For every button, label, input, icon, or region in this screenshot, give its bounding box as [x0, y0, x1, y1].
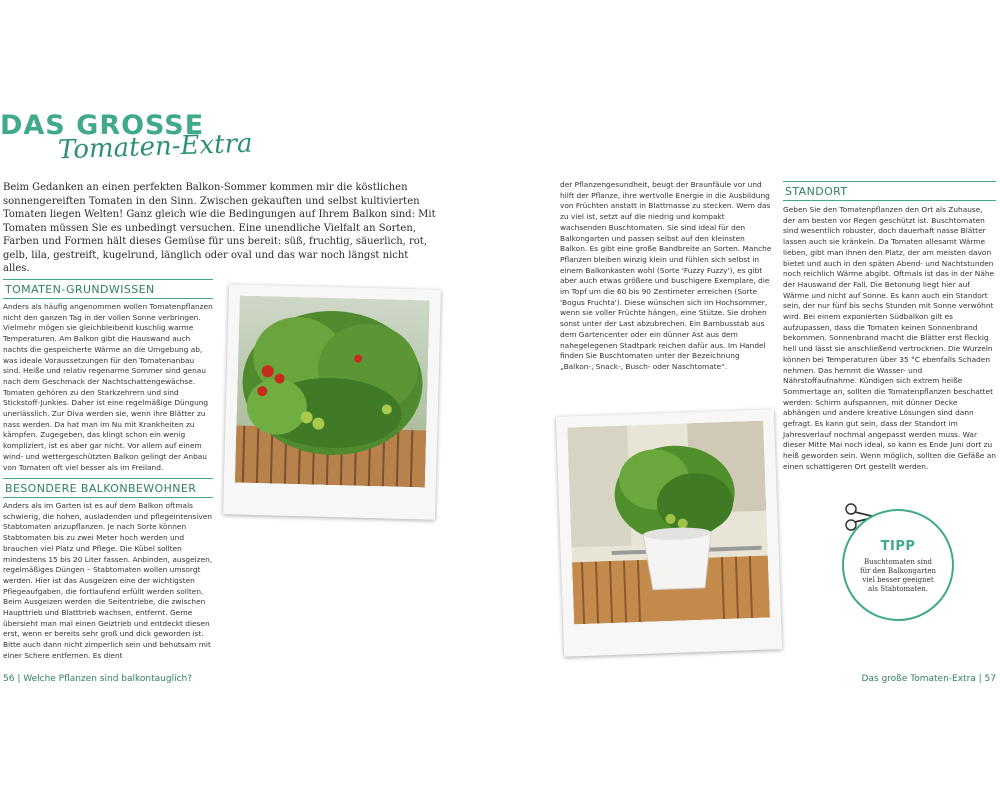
- bush-tomato-illustration: [567, 421, 770, 625]
- photo-image: [235, 296, 430, 488]
- page-title: DAS GROSSE: [0, 110, 205, 141]
- tipp-title: TIPP: [880, 539, 916, 554]
- section-heading-standort: STANDORT: [783, 181, 996, 201]
- footer-right: Das große Tomaten-Extra | 57: [861, 674, 996, 684]
- section-heading-grundwissen: TOMATEN-GRUNDWISSEN: [3, 279, 213, 299]
- tipp-text: Buschtomaten sind für den Balkongarten viel besser geeignet als Stabtomaten.: [859, 558, 936, 593]
- section-text-middle: der Pflanzengesundheit, beugt der Braunfäule vor und hilft der Pflanze, ihre wertvolle Energie in die Ausbildung von Früchten anstatt in Blattmasse zu stecken. Wem das zu viel ist, setzt auf die niedrig und kompakt wachsenden Buschtomaten. Sie sind ideal für den Balkongarten und passen selbst auf den kleinsten Balkon. Es gibt eine große Bandbreite an Sorten. Manche Pflanzen bleiben winzig klein und fühlen sich selbst in einem Balkonkasten wohl (Sorte 'Fuzzy Fuzzy'), es gibt aber auch etwas größere und buschigere Exemplare, die im Topf um die 60 bis 90 Zentimeter erreichen (Sorte 'Bogus Fruchta'). Diese wünschen sich im Hochsommer, wenn sie voller Früchte hängen, eine Stütze. Sie drohen sonst unter der Last abzubrechen. Ein Bambusstab aus dem Gartencenter oder ein dünner Ast aus dem nahegelegenen Stadtpark reichen dafür aus. Im Handel finden Sie Buschtomaten unter der Bezeichnung „Balkon-, Snack-, Busch- oder Naschtomate“.: [560, 180, 772, 371]
- tomato-plant-illustration: [235, 296, 430, 488]
- tipp-box: [842, 509, 954, 621]
- section-text-standort: Geben Sie den Tomatenpflanzen den Ort als Zuhause, der am besten vor Regen geschützt ist. Buschtomaten sind wesentlich robuster, doch dauerhaft nasse Blätter lassen auch sie kränkeln. Da Tomaten allesamt Wärme lieben, gibt man ihnen den Platz, der am meisten davon bietet und auch in den späten Abend- und Nachtstunden noch reichlich Wärme abgibt. Oftmals ist das in der Nähe der Hauswand der Fall. Die Betonung liegt hier auf Wärme und nicht auf Sonne. Es kann auch ein Standort sein, der nur fünf bis sechs Stunden mit Sonne verwöhnt wird. Bei einem exponierten Südbalkon gilt es aufzupassen, dass die Tomaten keinen Sonnenbrand bekommen. Sonnenbrand macht die Blätter erst fleckig hell und lässt sie anschließend vertrocknen. Die Wurzeln können bei Temperaturen über 35 °C ebenfalls Schaden nehmen. Das hemmt die Wasser- und Nährstoffaufnahme. Kündigen sich extrem heiße Sommertage an, sollten die Tomatenpflanzen beschattet werden: Schirm aufspannen, mit dünner Decke abhängen und andere kreative Lösungen sind dann gefragt. Es kann gut sein, dass der Standort im Jahresverlauf nochmal angepasst werden muss. War dieser Mitte Mai noch ideal, so kann es Ende Juni dort zu heiß geworden sein. Wenn möglich, sollten die Gefäße an einen schattigeren Ort gestellt werden.: [783, 205, 996, 471]
- photo-image: [567, 421, 770, 625]
- footer-left: 56 | Welche Pflanzen sind balkontauglich?: [3, 674, 192, 684]
- photo-tomato-plant-balcony: [223, 284, 441, 519]
- intro-paragraph: Beim Gedanken an einen perfekten Balkon-Sommer kommen mir die köstlichen sonnengereiften Tomaten in den Sinn. Zwischen gekauften und selbst kultivierten Tomaten liegen Welten! Ganz gleich wie die Bedingungen auf Ihrem Balkon sind: Mit Tomaten müssen Sie es unbedingt versuchen. Eine unendliche Vielfalt an Sorten, Farben und Formen hält dieses Gemüse für uns bereit: süß, fruchtig, säuerlich, rot, gelb, lila, gestreift, kugelrund, länglich oder oval und das war noch längst nicht alles.: [3, 182, 436, 274]
- section-heading-bewohner: BESONDERE BALKONBEWOHNER: [3, 478, 213, 498]
- page-subtitle-script: Tomaten-Extra: [57, 128, 253, 166]
- section-text-bewohner: Anders als im Garten ist es auf dem Balkon oftmals schwierig, die hohen, ausladenden und pflegeintensiven Stabtomaten anzupflanzen. Je nach Sorte können Stabtomaten bis zu zwei Meter hoch werden und brauchen viel Platz und Pflege. Die Kübel sollten mindestens 15 bis 20 Liter fassen. Anbinden, ausgeizen, regelmäßiges Düngen – Stabtomaten wollen umsorgt werden. Hier ist das Ausgeizen eine der wichtigsten Pflegeaufgaben, die fortlaufend erfüllt werden sollten. Beim Ausgeizen werden die Seitentriebe, die zwischen Haupttrieb und Blatttrieb wachsen, entfernt. Gerne übersieht man mal einen Geiztrieb und entdeckt diesen erst, wenn er bereits sehr groß und dick geworden ist. Bitte auch dann nicht zimperlich sein und behutsam mit einer Schere entfernen. Es dient: [3, 501, 213, 660]
- photo-bush-tomato-pot: [556, 409, 782, 656]
- section-text-grundwissen: Anders als häufig angenommen wollen Tomatenpflanzen nicht den ganzen Tag in der vollen Sonne verbringen. Vielmehr mögen sie gleichbleibend kuschlig warme Temperaturen. Am Balkon gibt die Hauswand auch nachts die gespeicherte Wärme an die Umgebung ab, was ideale Voraussetzungen für den Tomatenanbau sind. Heiße und relativ regenarme Sommer sind genau nach dem Geschmack der Nachtschattengewächse. Tomaten gehören zu den Starkzehrern und sind Stickstoff-Junkies. Daher ist eine regelmäßige Düngung unerlässlich. Zur Diva werden sie, wenn ihre Blätter zu nass werden. Da hat man im Nu mit Krankheiten zu kämpfen. Zugegeben, das klingt schon ein wenig kompliziert, ist es aber gar nicht. Vor allem auf einem wind- und wettergeschützten Balkon gelingt der Anbau von Tomaten oft viel besser als im Freiland.: [3, 302, 213, 472]
